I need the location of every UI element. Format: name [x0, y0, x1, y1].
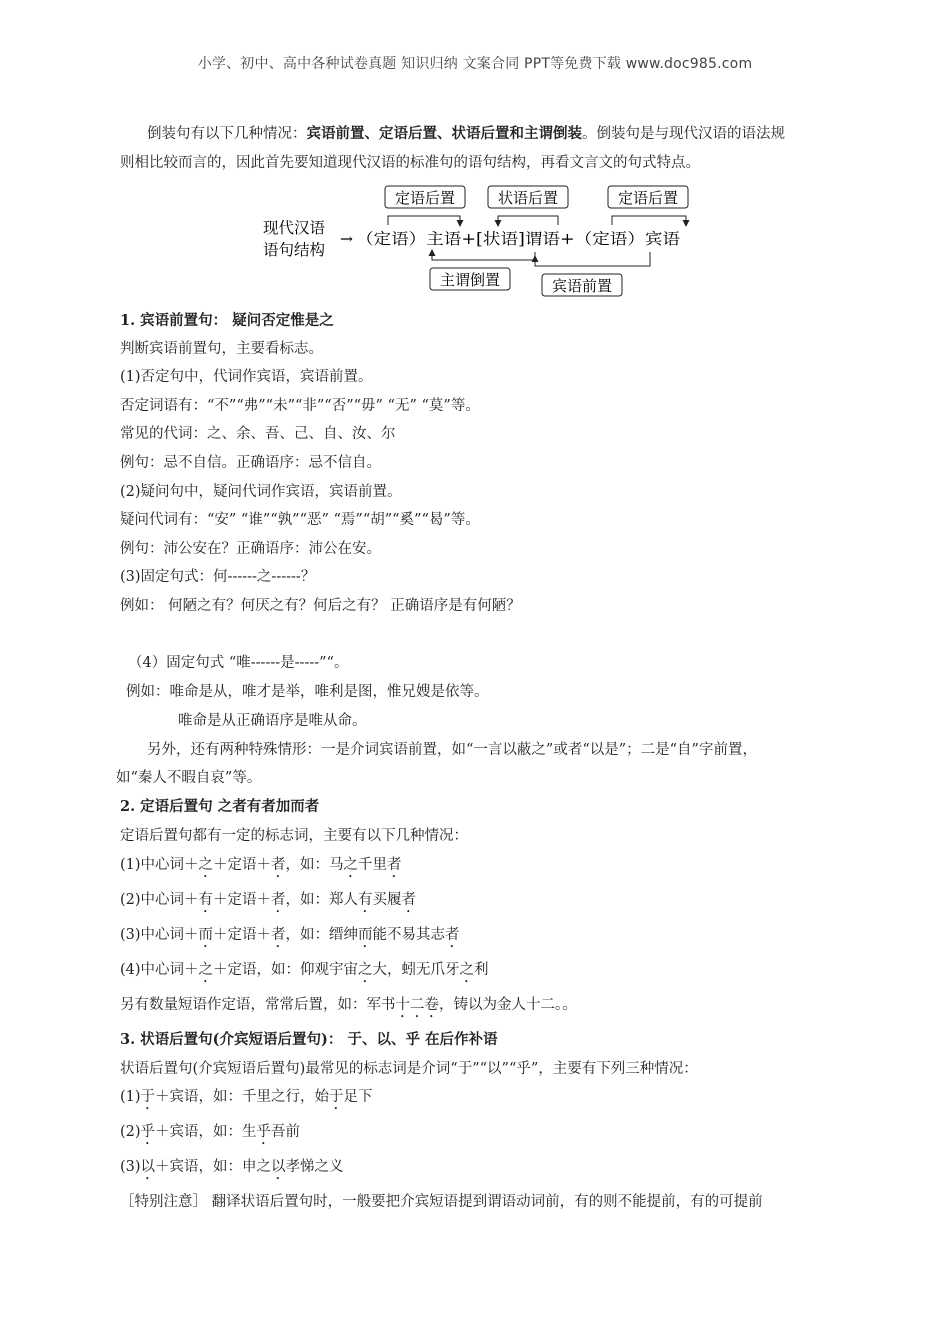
box-subj-pred-label: 主谓倒置 — [439, 271, 501, 289]
s1-line-7: 疑问代词有：“安” “谁”“孰”“恶” “焉”“胡”“奚”“曷”等。 — [120, 512, 480, 528]
intro-line-2: 则相比较而言的，因此首先要知道现代汉语的标准句的语句结构，再看文言文的句式特点。 — [120, 155, 700, 171]
s1-line-1: 判断宾语前置句，主要看标志。 — [120, 341, 323, 357]
s1-line-15: 如“秦人不暇自哀”等。 — [116, 770, 262, 786]
s1-line-10: 例如： 何陋之有？何厌之有？何后之有？ 正确语序是有何陋？ — [120, 598, 521, 614]
section-2-title: 2. 定语后置句 之者有者加而者 — [120, 798, 320, 815]
s3-example-2: (2)乎＋宾语，如：生乎吾前 — [120, 1124, 301, 1140]
intro-line-1: 倒装句有以下几种情况：宾语前置、定语后置、状语后置和主谓倒装。倒装句是与现代汉语的语法规 — [147, 125, 785, 142]
s2-line-1: 定语后置句都有一定的标志词，主要有以下几种情况： — [120, 828, 468, 844]
s1-line-9: (3)固定句式：何------之------？ — [120, 569, 316, 585]
diagram-sequence: （定语）主语+[状语]谓语+（定语）宾语 — [356, 230, 681, 248]
s1-line-13: 唯命是从正确语序是唯从命。 — [178, 713, 367, 729]
s2-example-2: (2)中心词＋有＋定语＋者，如：郑人有买履者 — [120, 892, 417, 908]
s1-line-14: 另外，还有两种特殊情形：一是介词宾语前置，如“一言以蔽之”或者“以是”；二是“自”字前置， — [147, 742, 757, 758]
s1-line-2: (1)否定句中，代词作宾语，宾语前置。 — [120, 369, 373, 385]
intro-bold-types: 宾语前置、定语后置、状语后置和主谓倒装 — [306, 125, 582, 142]
s3-note: ［特别注意］ 翻译状语后置句时，一般要把介宾短语提到谓语动词前，有的则不能提前，有的可提前 — [120, 1194, 763, 1210]
s3-example-1: (1)于＋宾语，如：千里之行，始于足下 — [120, 1089, 373, 1105]
box-adv-post-label: 状语后置 — [497, 189, 559, 207]
s3-example-3: (3)以＋宾语，如：申之以孝悌之义 — [120, 1159, 344, 1175]
section-3-title: 3. 状语后置句(介宾短语后置句)： 于、以、乎 在后作补语 — [120, 1031, 498, 1048]
s2-example-4: (4)中心词＋之＋定语，如：仰观宇宙之大，蚓无爪牙之利 — [120, 962, 489, 978]
box-attr-post-2-label: 定语后置 — [617, 189, 679, 207]
diagram-arrow: → — [340, 230, 353, 248]
box-attr-post-1-label: 定语后置 — [394, 189, 456, 207]
box-obj-pre-label: 宾语前置 — [551, 277, 613, 295]
diagram-label-1: 现代汉语 — [263, 219, 326, 237]
sentence-structure-diagram — [250, 180, 710, 300]
section-1-title: 1. 宾语前置句： 疑问否定惟是之 — [120, 312, 334, 329]
s2-example-3: (3)中心词＋而＋定语＋者，如：缙绅而能不易其志者 — [120, 927, 460, 943]
s1-line-11: （4）固定句式 “唯------是-----”“。 — [128, 655, 349, 671]
s2-line-6: 另有数量短语作定语，常常后置，如：军书十二卷，铸以为金人十二。。 — [120, 997, 577, 1013]
page-header: 小学、初中、高中各种试卷真题 知识归纳 文案合同 PPT等免费下载 www.doc985.com — [197, 56, 753, 72]
s3-line-1: 状语后置句(介宾短语后置句)最常见的标志词是介词“于”“以”“乎”，主要有下列三种情况： — [120, 1061, 698, 1077]
s2-example-1: (1)中心词＋之＋定语＋者，如：马之千里者 — [120, 857, 402, 873]
s1-line-8: 例句：沛公安在？正确语序：沛公在安。 — [120, 541, 381, 557]
diagram-label-2: 语句结构 — [263, 241, 326, 259]
s1-line-5: 例句：忌不自信。正确语序：忌不信自。 — [120, 455, 381, 471]
s1-line-6: (2)疑问句中，疑问代词作宾语，宾语前置。 — [120, 484, 402, 500]
s1-line-4: 常见的代词：之、余、吾、己、自、汝、尔 — [120, 426, 396, 442]
s1-line-12: 例如：唯命是从，唯才是举，唯利是图，惟兄嫂是依等。 — [126, 684, 489, 700]
s1-line-3: 否定词语有：“不”“弗”“未”“非”“否”“毋” “无” “莫”等。 — [120, 398, 480, 414]
